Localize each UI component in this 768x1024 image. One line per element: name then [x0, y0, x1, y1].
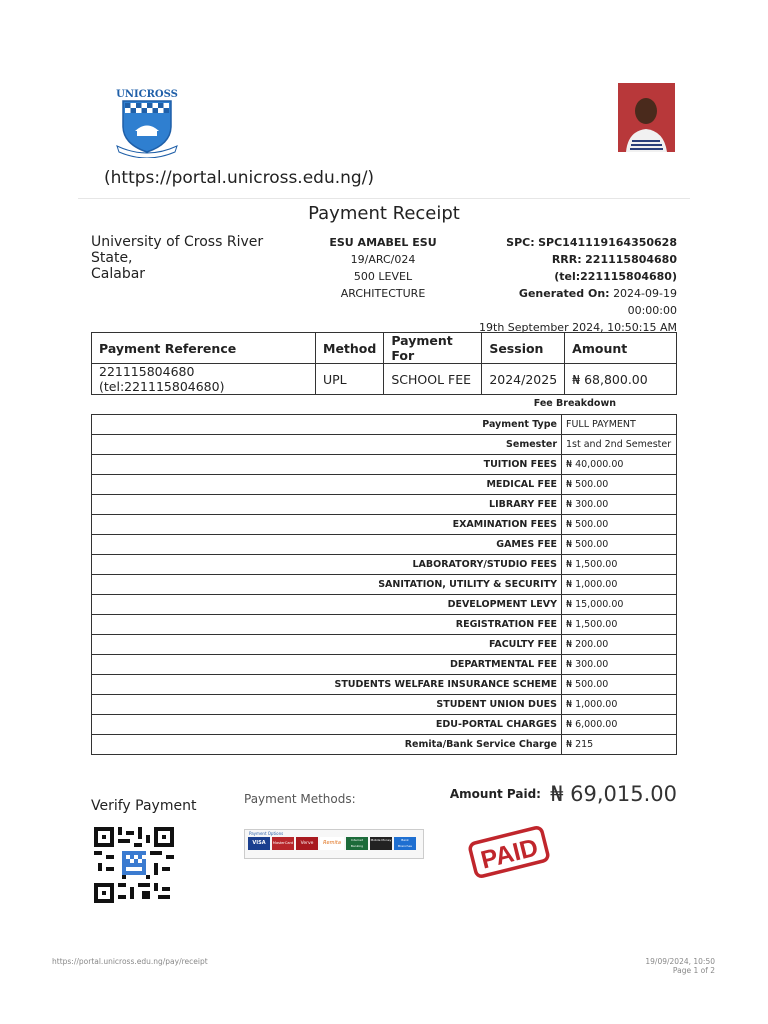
rrr-line	[476, 251, 677, 268]
student-level: 500 LEVEL	[353, 270, 413, 283]
tel-line	[476, 268, 677, 285]
portal-link[interactable]: (https://portal.unicross.edu.ng/)	[104, 168, 375, 188]
fee-value: FULL PAYMENT	[562, 415, 677, 435]
footer-meta	[560, 957, 715, 975]
fee-value: ₦ 200.00	[562, 635, 677, 655]
cell-amount: ₦ 68,800.00	[565, 364, 677, 395]
table-row	[92, 535, 677, 555]
footer-datetime: 19/09/2024, 10:50	[645, 957, 715, 966]
visa-logo: VISA	[248, 837, 270, 850]
fee-value: ₦ 500.00	[562, 475, 677, 495]
fee-label: REGISTRATION FEE	[92, 615, 562, 635]
header-payment-reference: Payment Reference	[92, 333, 316, 364]
fee-label: SANITATION, UTILITY & SECURITY	[92, 575, 562, 595]
table-row	[92, 715, 677, 735]
fee-value: ₦ 1,000.00	[562, 695, 677, 715]
fee-label: Remita/Bank Service Charge	[92, 735, 562, 755]
fee-value: ₦ 300.00	[562, 655, 677, 675]
fee-label: Payment Type	[92, 415, 562, 435]
table-row	[92, 615, 677, 635]
fee-label: DEVELOPMENT LEVY	[92, 595, 562, 615]
table-row	[92, 555, 677, 575]
generated-date: 2024-09-19	[613, 287, 677, 300]
amount-paid	[440, 782, 677, 806]
verify-payment-label: Verify Payment	[91, 798, 197, 814]
header-session: Session	[482, 333, 565, 364]
table-row	[92, 635, 677, 655]
table-row	[92, 364, 677, 395]
student-matric: 19/ARC/024	[350, 253, 416, 266]
fee-label: DEPARTMENTAL FEE	[92, 655, 562, 675]
table-row	[92, 695, 677, 715]
institution-line-2: State,	[91, 250, 133, 266]
table-row	[92, 675, 677, 695]
fee-breakdown-title: Fee Breakdown	[533, 398, 616, 409]
fee-label: LIBRARY FEE	[92, 495, 562, 515]
fee-value: 1st and 2nd Semester	[562, 435, 677, 455]
amount-paid-label: Amount Paid:	[449, 787, 541, 801]
fee-label: Semester	[92, 435, 562, 455]
table-row	[92, 435, 677, 455]
tel-value: (tel:221115804680)	[554, 270, 677, 283]
header-payment-for: Payment For	[384, 333, 482, 364]
table-row	[92, 515, 677, 535]
header-divider	[78, 198, 690, 199]
paid-stamp-text: PAID	[478, 833, 541, 875]
spc-label: SPC:	[506, 236, 535, 249]
footer-page-number: Page 1 of 2	[672, 966, 715, 975]
fee-value: ₦ 15,000.00	[562, 595, 677, 615]
payment-table	[91, 332, 677, 395]
cell-payment-reference: 221115804680 (tel:221115804680)	[92, 364, 316, 395]
amount-paid-value: ₦ 69,015.00	[550, 782, 677, 806]
generated-time: 00:00:00	[627, 304, 677, 317]
payment-options-caption: Payment Options	[249, 831, 284, 836]
student-info	[308, 234, 458, 302]
paid-stamp	[464, 826, 554, 878]
fee-label: MEDICAL FEE	[92, 475, 562, 495]
fee-label: FACULTY FEE	[92, 635, 562, 655]
fee-value: ₦ 40,000.00	[562, 455, 677, 475]
mobile-money-logo: Mobile Money	[370, 837, 392, 850]
header-method: Method	[316, 333, 384, 364]
fee-value: ₦ 500.00	[562, 535, 677, 555]
spc-line	[476, 234, 677, 251]
fee-label: EXAMINATION FEES	[92, 515, 562, 535]
table-row	[92, 475, 677, 495]
fee-value: ₦ 1,000.00	[562, 575, 677, 595]
verify-qr-code[interactable]	[94, 827, 174, 903]
institution-line-3: Calabar	[91, 266, 146, 282]
institution-line-1: University of Cross River	[91, 234, 264, 250]
bank-branches-logo: Bank Branches	[394, 837, 416, 850]
header-amount: Amount	[565, 333, 677, 364]
payment-table-header	[92, 333, 677, 364]
university-logo	[113, 86, 181, 158]
fee-value: ₦ 215	[562, 735, 677, 755]
table-row	[92, 495, 677, 515]
fee-label: LABORATORY/STUDIO FEES	[92, 555, 562, 575]
cell-method: UPL	[316, 364, 384, 395]
student-name: ESU AMABEL ESU	[329, 236, 437, 249]
verve-logo: Verve	[296, 837, 318, 850]
fee-label: EDU-PORTAL CHARGES	[92, 715, 562, 735]
table-row	[92, 735, 677, 755]
logo-text: UNICROSS	[116, 89, 178, 100]
fee-breakdown-table	[91, 414, 677, 755]
rrr-value: 221115804680	[585, 253, 677, 266]
generated-label: Generated On:	[518, 287, 610, 300]
institution-address	[91, 234, 266, 282]
fee-value: ₦ 6,000.00	[562, 715, 677, 735]
table-row	[92, 455, 677, 475]
fee-value: ₦ 500.00	[562, 515, 677, 535]
fee-value: ₦ 500.00	[562, 675, 677, 695]
table-row	[92, 415, 677, 435]
reference-info	[476, 234, 677, 336]
student-photo	[618, 83, 675, 152]
fee-label: STUDENT UNION DUES	[92, 695, 562, 715]
fee-value: ₦ 1,500.00	[562, 615, 677, 635]
cell-payment-for: SCHOOL FEE	[384, 364, 482, 395]
table-row	[92, 655, 677, 675]
page-title: Payment Receipt	[308, 203, 460, 224]
footer-url: https://portal.unicross.edu.ng/pay/receipt	[52, 957, 208, 966]
table-row	[92, 575, 677, 595]
rrr-label: RRR:	[551, 253, 582, 266]
fee-value: ₦ 300.00	[562, 495, 677, 515]
cell-session: 2024/2025	[482, 364, 565, 395]
fee-label: TUITION FEES	[92, 455, 562, 475]
table-row	[92, 595, 677, 615]
receipt-timestamp: 19th September 2024, 10:50:15 AM	[479, 321, 677, 334]
payment-methods-label: Payment Methods:	[244, 792, 356, 806]
spc-value: SPC141119164350628	[538, 236, 677, 249]
remita-logo: Remita	[320, 837, 344, 850]
fee-value: ₦ 1,500.00	[562, 555, 677, 575]
payment-methods-image	[244, 829, 424, 859]
fee-label: STUDENTS WELFARE INSURANCE SCHEME	[92, 675, 562, 695]
student-department: ARCHITECTURE	[340, 287, 426, 300]
fee-label: GAMES FEE	[92, 535, 562, 555]
generated-line	[476, 285, 677, 302]
mastercard-logo: MasterCard	[272, 837, 294, 850]
internet-banking-logo: Internet Banking	[346, 837, 368, 850]
